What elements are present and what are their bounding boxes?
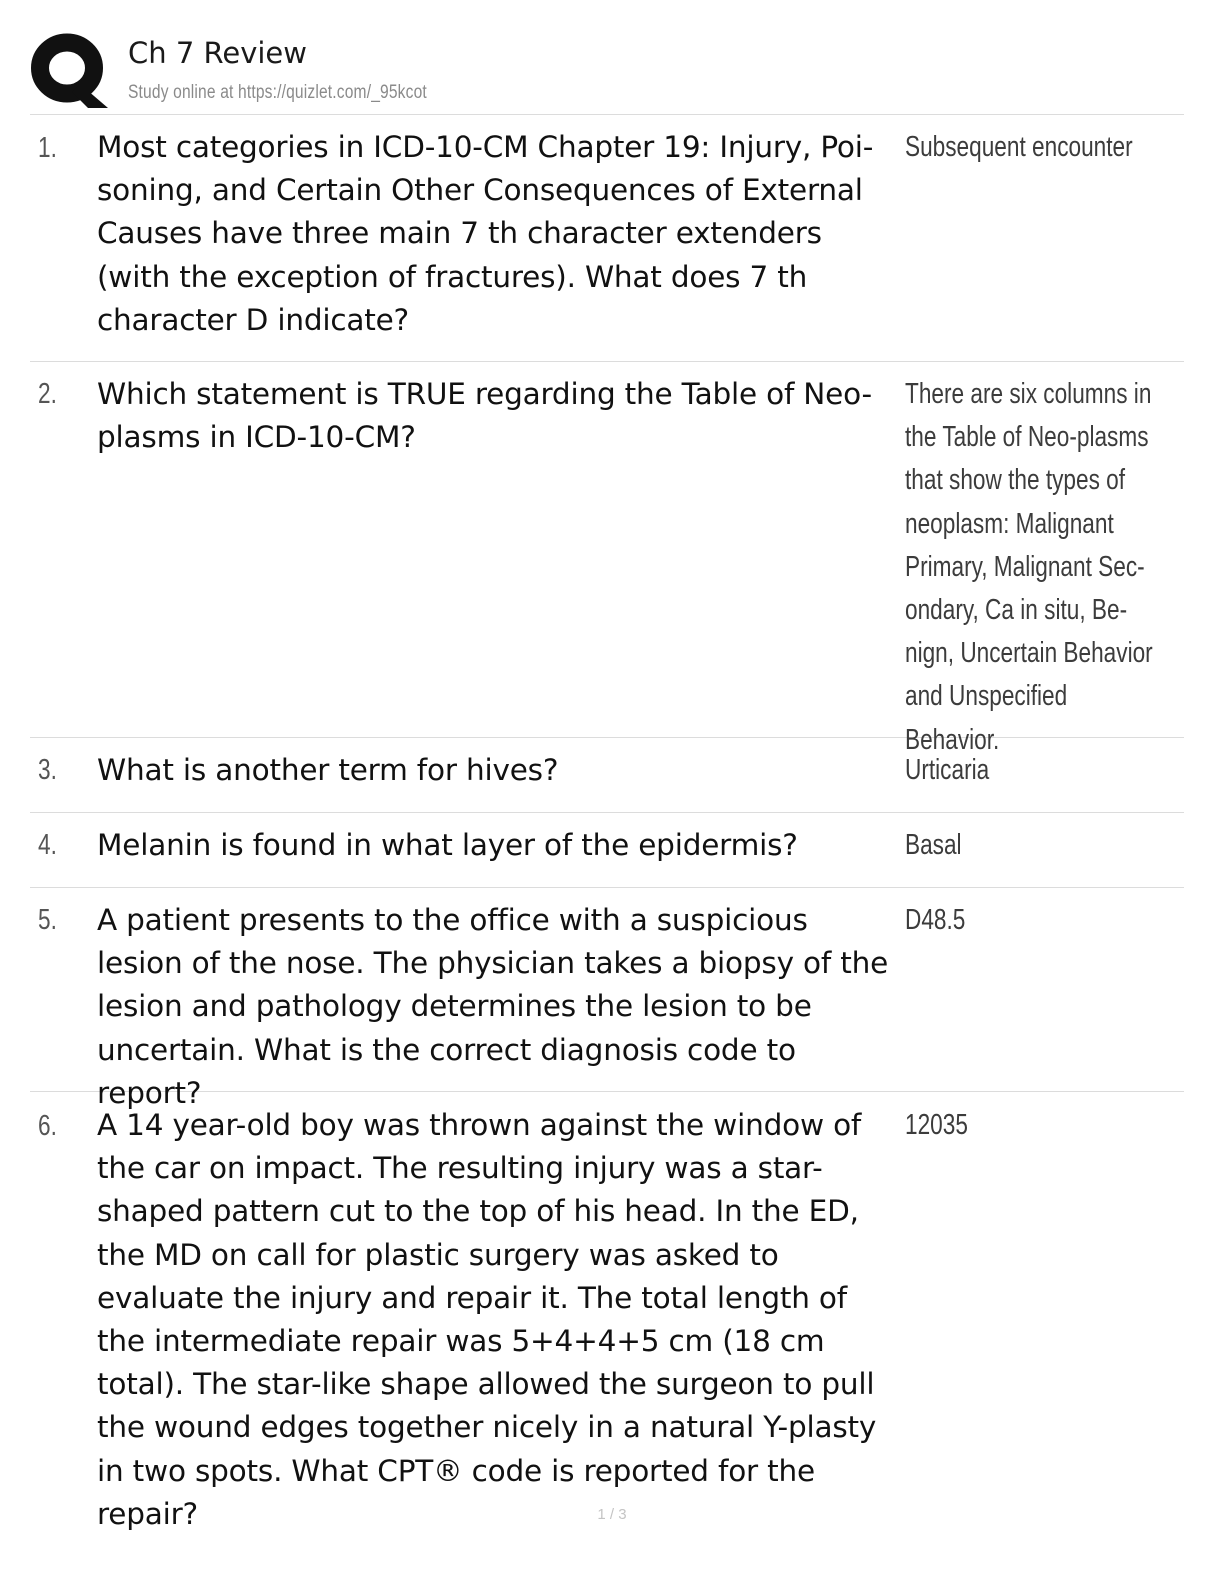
card-term: Which statement is TRUE regarding the Table of Neo-plasms in ICD-10-CM? <box>97 377 872 455</box>
card-number: 2. <box>38 378 57 410</box>
card-term: What is another term for hives? <box>97 753 559 787</box>
flashcard-row <box>30 116 1184 362</box>
card-number: 5. <box>38 904 57 936</box>
card-term: A 14 year-old boy was thrown against the window of the car on impact. The resulting injury was a star-shaped pattern cut to the top of his head. In the ED, the MD on call for plastic surgery was asked to evaluate the injury and repair it. The total length of the intermediate repair was 5+4+4+5 cm (18 cm total). The star-like shape allowed the surgeon to pull the wound edges together nicely in a natural Y-plasty in two spots. What CPT® code is reported for the repair? <box>97 1108 877 1531</box>
flashcard-row <box>30 738 1184 813</box>
card-number: 6. <box>38 1110 57 1142</box>
page-number: 1 / 3 <box>597 1506 627 1523</box>
page-title: Ch 7 Review <box>128 36 307 70</box>
card-term: Melanin is found in what layer of the epidermis? <box>97 828 798 862</box>
card-definition: D48.5 <box>905 904 966 936</box>
card-number: 4. <box>38 829 57 861</box>
card-number: 3. <box>38 754 57 786</box>
card-definition: Subsequent encounter <box>905 131 1133 163</box>
card-term: A patient presents to the office with a suspicious lesion of the nose. The physician takes a biopsy of the lesion and pathology determines the lesion to be uncertain. What is the correct diagnosis code to report? <box>97 903 889 1110</box>
card-definition: 12035 <box>905 1109 968 1141</box>
flashcard-row <box>30 813 1184 888</box>
page-header <box>30 28 1184 115</box>
flashcard-row <box>30 362 1184 756</box>
card-number: 1. <box>38 132 57 164</box>
card-definition: Basal <box>905 829 962 861</box>
card-definition: Urticaria <box>905 754 990 786</box>
quizlet-logo-icon <box>30 32 110 108</box>
card-definition: There are six columns in the Table of Neo-plasms that show the types of neoplasm: Malignant Primary, Malignant Sec-ondary, Ca in situ, Be-nign, Uncertain Behavior and Unspecified Behavior. <box>905 378 1153 756</box>
flashcard-row <box>30 888 1184 1110</box>
study-link[interactable]: Study online at https://quizlet.com/_95kcot <box>128 82 427 103</box>
card-term: Most categories in ICD-10-CM Chapter 19: Injury, Poi-soning, and Certain Other Consequences of External Causes have three main 7 th character extenders (with the exception of fractures). What does 7 th character D indicate? <box>97 130 874 337</box>
